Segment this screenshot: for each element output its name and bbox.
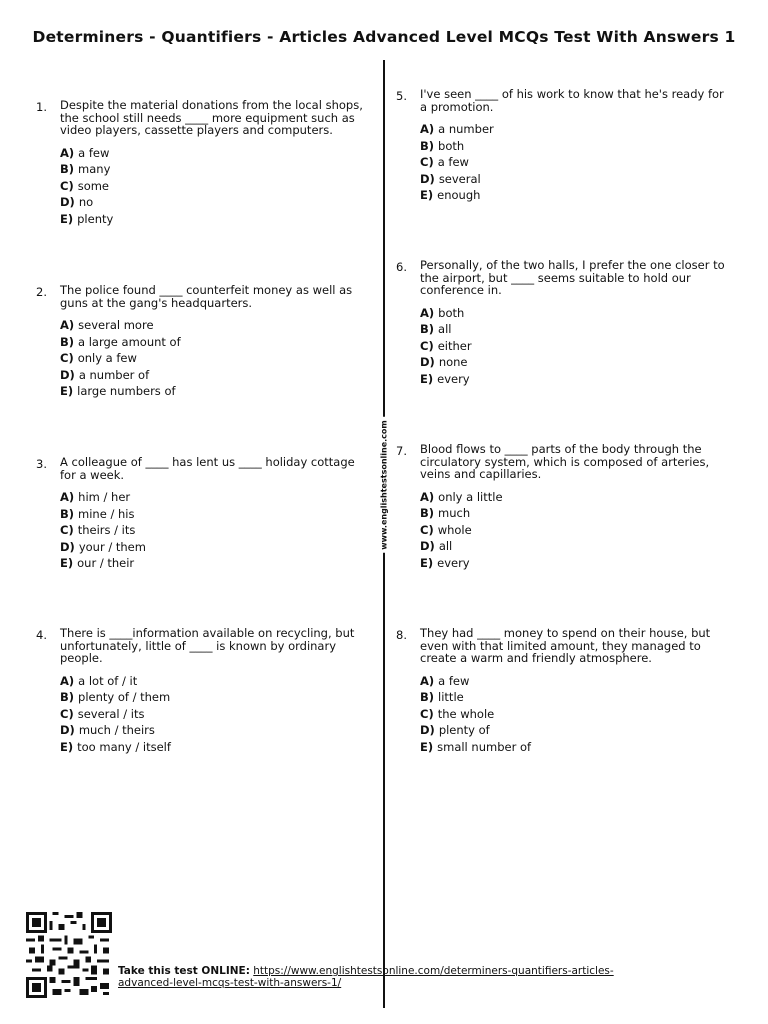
option-d[interactable]: D) a number of bbox=[60, 367, 150, 382]
qr-code-icon[interactable] bbox=[24, 912, 114, 998]
question-number: 3. bbox=[36, 457, 47, 471]
option-c[interactable]: C) only a few bbox=[60, 351, 137, 365]
stem-line: I've seen ____ of his work to know that he's ready for bbox=[420, 87, 724, 101]
option-d[interactable]: D) none bbox=[420, 355, 468, 369]
option-d[interactable]: D) your / them bbox=[60, 539, 146, 554]
question-stem bbox=[60, 627, 370, 665]
question-5 bbox=[396, 87, 730, 206]
option-e[interactable]: E) small number of bbox=[420, 739, 532, 754]
option-a[interactable]: A) several more bbox=[60, 318, 154, 332]
stem-line: Personally, of the two halls, I prefer the one closer to bbox=[420, 258, 725, 272]
question-number: 6. bbox=[396, 260, 407, 274]
option-b[interactable]: B) little bbox=[420, 690, 464, 704]
stem-line: conference in. bbox=[420, 283, 502, 297]
option-d[interactable]: D) no bbox=[60, 195, 94, 209]
question-6 bbox=[396, 258, 730, 389]
question-number: 1. bbox=[36, 100, 47, 114]
stem-line: There is ____information available on recycling, but bbox=[60, 626, 355, 640]
option-a[interactable]: A) him / her bbox=[60, 490, 131, 504]
question-stem bbox=[60, 456, 370, 481]
stem-line: video players, cassette players and computers. bbox=[60, 123, 333, 137]
option-d[interactable]: D) several bbox=[420, 171, 481, 186]
question-3 bbox=[36, 455, 370, 574]
watermark-text: www.englishtestsonline.com bbox=[380, 417, 389, 553]
option-a[interactable]: A) both bbox=[420, 305, 465, 320]
option-a[interactable]: A) a few bbox=[60, 145, 110, 160]
question-stem bbox=[420, 627, 730, 665]
question-number: 5. bbox=[396, 89, 407, 103]
stem-line: people. bbox=[60, 651, 103, 665]
option-b[interactable]: B) all bbox=[420, 322, 452, 336]
question-number: 8. bbox=[396, 628, 407, 642]
stem-line: A colleague of ____ has lent us ____ holiday cottage bbox=[60, 455, 355, 469]
question-number: 7. bbox=[396, 444, 407, 458]
stem-line: unfortunately, little of ____ is known by ordinary bbox=[60, 638, 337, 653]
question-1 bbox=[36, 98, 370, 229]
option-e[interactable]: E) our / their bbox=[60, 556, 135, 570]
option-a[interactable]: A) a few bbox=[420, 673, 470, 688]
question-stem bbox=[60, 99, 370, 137]
option-e[interactable]: E) plenty bbox=[60, 211, 114, 226]
option-a[interactable]: A) only a little bbox=[420, 489, 503, 504]
option-b[interactable]: B) both bbox=[420, 138, 465, 153]
option-c[interactable]: C) a few bbox=[420, 155, 469, 169]
footer-lead: Take this test ONLINE: bbox=[118, 965, 250, 977]
option-b[interactable]: B) a large amount of bbox=[60, 334, 181, 349]
question-number: 2. bbox=[36, 285, 47, 299]
option-e[interactable]: E) too many / itself bbox=[60, 739, 171, 754]
stem-line: the airport, but ____ seems suitable to hold our bbox=[420, 270, 691, 285]
question-stem bbox=[420, 88, 730, 113]
option-c[interactable]: C) several / its bbox=[60, 706, 145, 721]
stem-line: for a week. bbox=[60, 467, 125, 482]
question-number: 4. bbox=[36, 628, 47, 642]
option-c[interactable]: C) whole bbox=[420, 522, 472, 537]
question-stem bbox=[420, 443, 730, 481]
option-c[interactable]: C) the whole bbox=[420, 706, 495, 721]
stem-line: the school still needs ____ more equipment such as bbox=[60, 110, 355, 125]
question-4 bbox=[36, 626, 370, 757]
question-stem bbox=[60, 284, 370, 309]
question-stem bbox=[420, 259, 730, 297]
stem-line: circulatory system, which is composed of arteries, bbox=[420, 454, 710, 469]
question-7 bbox=[396, 442, 730, 573]
option-a[interactable]: A) a number bbox=[420, 122, 494, 136]
stem-line: create a warm and friendly atmosphere. bbox=[420, 651, 652, 665]
test-online-link[interactable]: https://www.englishtestsonline.com/determiners-quantifiers-articles- advanced-level-mcqs-test-with-answers-1/ bbox=[118, 965, 614, 989]
question-2 bbox=[36, 283, 370, 402]
option-c[interactable]: C) either bbox=[420, 338, 472, 353]
stem-line: even with that limited amount, they managed to bbox=[420, 638, 701, 653]
option-d[interactable]: D) all bbox=[420, 539, 453, 553]
option-e[interactable]: E) every bbox=[420, 371, 470, 386]
option-b[interactable]: B) mine / his bbox=[60, 506, 135, 521]
option-d[interactable]: D) plenty of bbox=[420, 723, 490, 737]
option-b[interactable]: B) much bbox=[420, 506, 471, 520]
question-8 bbox=[396, 626, 730, 757]
stem-line: Blood flows to ____ parts of the body through the bbox=[420, 442, 702, 456]
stem-line: veins and capillaries. bbox=[420, 467, 542, 481]
footer bbox=[118, 965, 678, 989]
option-e[interactable]: E) enough bbox=[420, 188, 481, 202]
option-c[interactable]: C) some bbox=[60, 178, 110, 193]
option-e[interactable]: E) large numbers of bbox=[60, 384, 176, 398]
stem-line: guns at the gang's headquarters. bbox=[60, 295, 253, 310]
option-b[interactable]: B) many bbox=[60, 162, 111, 176]
option-b[interactable]: B) plenty of / them bbox=[60, 690, 171, 704]
option-d[interactable]: D) much / theirs bbox=[60, 723, 155, 737]
stem-line: The police found ____ counterfeit money as well as bbox=[60, 283, 353, 297]
stem-line: Despite the material donations from the local shops, bbox=[60, 98, 363, 112]
option-c[interactable]: C) theirs / its bbox=[60, 523, 136, 537]
option-e[interactable]: E) every bbox=[420, 555, 470, 570]
option-a[interactable]: A) a lot of / it bbox=[60, 673, 138, 688]
stem-line: They had ____ money to spend on their house, but bbox=[420, 626, 711, 640]
stem-line: a promotion. bbox=[420, 99, 494, 114]
page-title: Determiners - Quantifiers - Articles Advanced Level MCQs Test With Answers 1 bbox=[32, 28, 736, 46]
